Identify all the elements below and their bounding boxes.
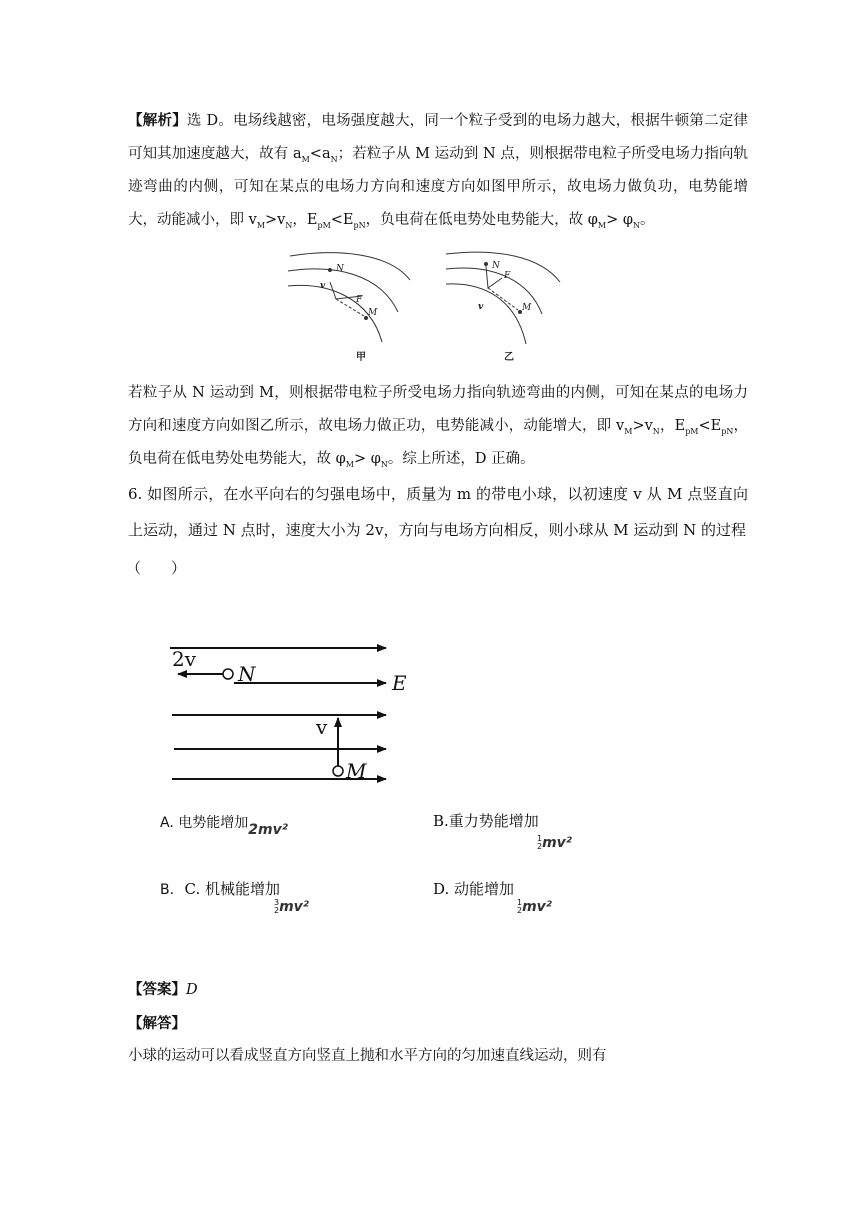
- subscript: pN: [721, 426, 734, 436]
- choice-c[interactable]: [160, 878, 309, 915]
- label-2v: 2v: [172, 647, 197, 671]
- label-n: N: [492, 261, 500, 271]
- subscript: N: [330, 154, 338, 164]
- analysis-bracket-open: 【: [128, 112, 143, 129]
- choice-d-text: D. 动能增加: [433, 880, 515, 898]
- text-run: > φ: [353, 451, 381, 467]
- label-v: v: [320, 281, 326, 291]
- text-run: ，负电荷在低电势处电势能大，故 φ: [365, 212, 598, 228]
- choice-b-expression: mv²: [542, 835, 572, 851]
- fraction-numerator: 1: [537, 834, 543, 843]
- answer-blank: （ ）: [126, 559, 187, 577]
- question-6-text: 6. 如图所示，在水平向右的匀强电场中，质量为 m 的带电小球，以初速度 v 从 M 点竖直向上运动，通过 N 点时，速度大小为 2v，方向与电场方向相反，则小球从 M 运动到 N 的过程: [128, 485, 748, 539]
- field-line: [288, 269, 398, 312]
- text-run: <E: [330, 212, 354, 228]
- fraction-numerator: 1: [517, 898, 523, 907]
- solution-label: [128, 1007, 748, 1041]
- choice-c-text: C. 机械能增加: [184, 880, 280, 898]
- subscript: N: [633, 220, 641, 230]
- text-run: 。综上所述，D 正确。: [387, 451, 535, 467]
- text-run: 。: [640, 212, 655, 228]
- subscript: pM: [317, 220, 331, 230]
- uniform-field-figure: [160, 630, 420, 790]
- point-n: [485, 263, 488, 266]
- choice-c-expression: mv²: [279, 899, 309, 915]
- text-run: ；若粒子从 M 运动到 N 点，则根据带电粒子所受电场力指向轨迹弯曲的内侧，可知在某点的电场力方向和速度方向如图甲所示，故电场力做负功，电势能增大，动能减小，即 v: [128, 146, 748, 228]
- caption-yi: 乙: [504, 352, 514, 363]
- answer-label: 【答案】: [128, 981, 186, 998]
- choice-b[interactable]: [433, 810, 572, 851]
- label-m: M: [368, 308, 378, 318]
- analysis-bracket-close: 】: [172, 112, 187, 129]
- field-line: [290, 253, 410, 280]
- analysis-label: 解析: [142, 112, 173, 129]
- label-n: N: [336, 264, 344, 274]
- label-m: M: [346, 759, 367, 783]
- subscript: N: [380, 459, 388, 469]
- solution-text: 小球的运动可以看成竖直方向竖直上抛和水平方向的匀加速直线运动，则有: [128, 1048, 607, 1064]
- text-run: > φ: [606, 212, 634, 228]
- analysis-paragraph-2: [128, 377, 748, 476]
- answer-value: D: [186, 982, 198, 998]
- fraction-numerator: 3: [274, 898, 280, 907]
- label-f: F: [504, 271, 511, 281]
- text-run: >v: [632, 418, 653, 434]
- figure-jia: [288, 253, 410, 342]
- label-n: N: [238, 662, 256, 686]
- label-v: v: [478, 302, 484, 312]
- subscript: pM: [685, 426, 699, 436]
- fraction-denominator: 2: [537, 842, 543, 851]
- label-f: F: [356, 295, 363, 305]
- choice-c-prefix: B.: [160, 882, 175, 898]
- choice-a-prefix: A.: [160, 815, 174, 831]
- answer-line: [128, 973, 748, 1007]
- choice-a-text: 电势能增加: [178, 815, 249, 831]
- subscript: M: [624, 426, 633, 436]
- subscript: M: [256, 220, 266, 230]
- point-n-circle: [223, 669, 233, 679]
- solution-label-text: 【解答】: [128, 1015, 186, 1032]
- point-n: [329, 269, 332, 272]
- text-run: ，负电荷在低电势处电势能大，故 φ: [128, 418, 749, 467]
- choice-a[interactable]: [160, 812, 288, 838]
- text-run: 选 D。电场线越密，电场强度越大，同一个粒子受到的电场力越大，根据牛顿第二定律可知其加速度越大，故有 a: [128, 113, 749, 162]
- subscript: N: [285, 220, 293, 230]
- caption-jia: 甲: [356, 352, 366, 363]
- field-line: [446, 284, 526, 344]
- point-m-circle: [333, 766, 343, 776]
- fraction-denominator: 2: [274, 906, 280, 915]
- analysis-paragraph-1: [128, 104, 748, 237]
- text-run: <E: [698, 418, 722, 434]
- figure-yi: [446, 252, 560, 344]
- text-run: >v: [265, 212, 286, 228]
- label-e: E: [392, 671, 407, 695]
- choice-d-expression: mv²: [522, 899, 552, 915]
- field-lines-figure-jia-yi: [280, 244, 570, 366]
- trajectory-dash: [488, 288, 518, 310]
- text-run: 若粒子从 N 运动到 M，则根据带电粒子所受电场力指向轨迹弯曲的内侧，可知在某点的电场力方向和速度方向如图乙所示，故电场力做正功，电势能减小，动能增大，即 v: [128, 385, 748, 434]
- subscript: M: [597, 220, 607, 230]
- subscript: N: [652, 426, 660, 436]
- choice-d[interactable]: [433, 878, 552, 915]
- fraction-denominator: 2: [517, 906, 523, 915]
- text-run: <a: [309, 146, 331, 162]
- subscript: M: [301, 154, 310, 164]
- label-m: M: [522, 303, 532, 313]
- choice-a-expression: 2mv²: [248, 822, 288, 838]
- text-run: ，E: [292, 212, 318, 228]
- text-run: ，E: [659, 418, 686, 434]
- subscript: M: [345, 459, 354, 469]
- field-line: [446, 252, 560, 282]
- choice-b-text: B.重力势能增加: [433, 812, 539, 830]
- label-v: v: [316, 715, 328, 739]
- subscript: pN: [353, 220, 366, 230]
